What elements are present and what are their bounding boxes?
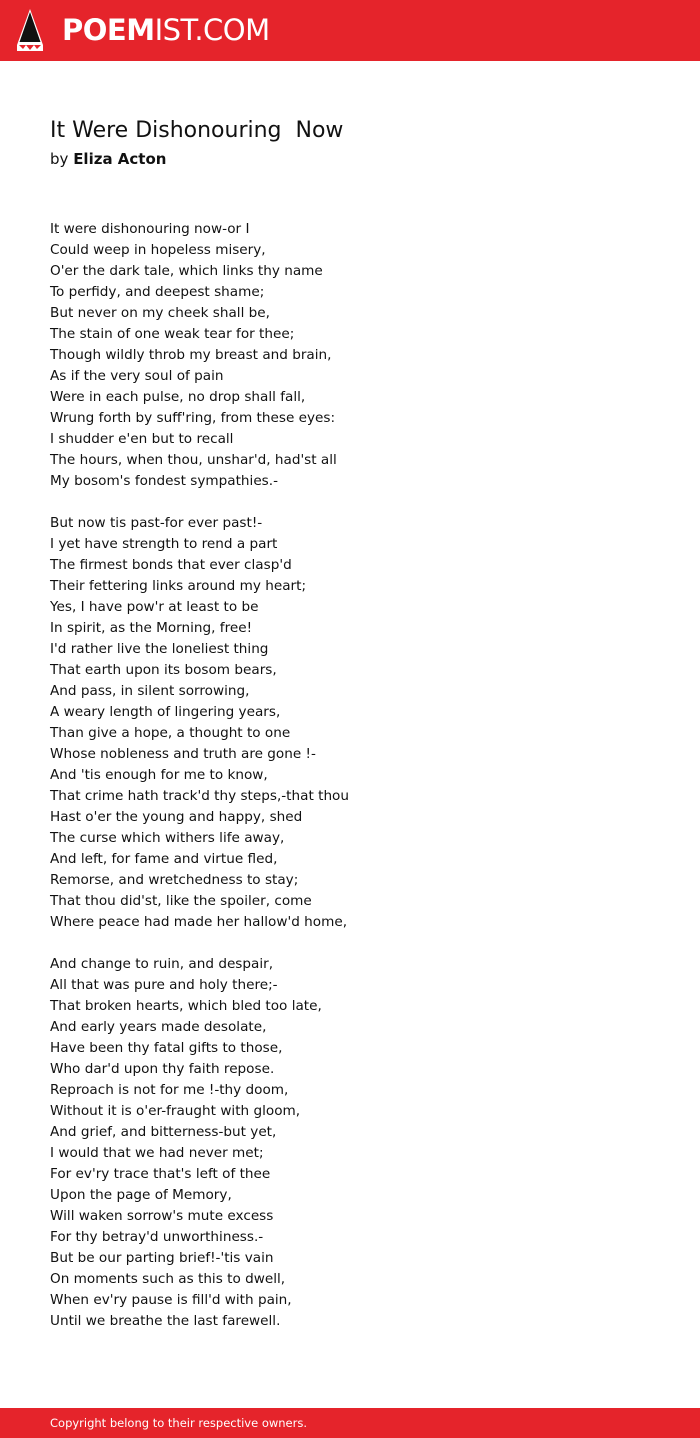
poem-line: And 'tis enough for me to know,	[50, 767, 268, 783]
poem-line: On moments such as this to dwell,	[50, 1271, 286, 1287]
poem-line: O'er the dark tale, which links thy name	[50, 263, 323, 279]
poem-line: That broken hearts, which bled too late,	[50, 998, 322, 1014]
poem-line: Though wildly throb my breast and brain,	[50, 347, 332, 363]
poem-line: I yet have strength to rend a part	[50, 536, 278, 552]
poem-line: And grief, and bitterness-but yet,	[50, 1124, 277, 1140]
poem-line: It were dishonouring now-or I	[50, 221, 250, 237]
poem-line: Than give a hope, a thought to one	[50, 725, 291, 741]
poem-line: Will waken sorrow's mute excess	[50, 1208, 274, 1224]
poem-line: But be our parting brief!-'tis vain	[50, 1250, 274, 1266]
poem-line: Upon the page of Memory,	[50, 1187, 232, 1203]
poem-line: The curse which withers life away,	[50, 830, 285, 846]
poem-line: And early years made desolate,	[50, 1019, 267, 1035]
poem-line: The stain of one weak tear for thee;	[50, 326, 295, 342]
poem-line: Where peace had made her hallow'd home,	[50, 914, 348, 930]
byline	[50, 148, 166, 170]
stanza	[50, 513, 670, 933]
poem-line: A weary length of lingering years,	[50, 704, 281, 720]
poem-line: That crime hath track'd thy steps,-that thou	[50, 788, 349, 804]
poem-line: For ev'ry trace that's left of thee	[50, 1166, 271, 1182]
poem-line: But now tis past-for ever past!-	[50, 515, 263, 531]
byline-prefix: by	[50, 150, 69, 168]
pencil-logo-icon[interactable]	[17, 9, 43, 51]
poem-line: The hours, when thou, unshar'd, had'st all	[50, 452, 337, 468]
poem-line: All that was pure and holy there;-	[50, 977, 278, 993]
poem-line: Hast o'er the young and happy, shed	[50, 809, 303, 825]
poem-line: For thy betray'd unworthiness.-	[50, 1229, 264, 1245]
poem-line: Yes, I have pow'r at least to be	[50, 599, 259, 615]
poem-line: Remorse, and wretchedness to stay;	[50, 872, 299, 888]
poem-line: And pass, in silent sorrowing,	[50, 683, 250, 699]
poem-line: Their fettering links around my heart;	[50, 578, 307, 594]
poem-line: My bosom's fondest sympathies.-	[50, 473, 278, 489]
poem-title: It Were Dishonouring Now	[50, 118, 344, 143]
poem-body	[50, 219, 670, 1353]
copyright-text: Copyright belong to their respective owners.	[50, 1416, 308, 1430]
poem-line: I shudder e'en but to recall	[50, 431, 234, 447]
poem-line: And change to ruin, and despair,	[50, 956, 274, 972]
poem-line: Until we breathe the last farewell.	[50, 1313, 281, 1329]
poem-line: Have been thy fatal gifts to those,	[50, 1040, 283, 1056]
poem-line: Could weep in hopeless misery,	[50, 242, 266, 258]
poem-line: But never on my cheek shall be,	[50, 305, 270, 321]
poem-line: When ev'ry pause is fill'd with pain,	[50, 1292, 292, 1308]
poem-line: I'd rather live the loneliest thing	[50, 641, 269, 657]
stanza	[50, 219, 670, 492]
poem-line: That earth upon its bosom bears,	[50, 662, 277, 678]
author-name: Eliza Acton	[73, 150, 167, 168]
stanza	[50, 954, 670, 1332]
logo-bold-text: POEM	[62, 13, 155, 47]
poem-line: Were in each pulse, no drop shall fall,	[50, 389, 306, 405]
poem-line: As if the very soul of pain	[50, 368, 224, 384]
poem-line: I would that we had never met;	[50, 1145, 264, 1161]
poem-line: The firmest bonds that ever clasp'd	[50, 557, 292, 573]
site-footer	[0, 1408, 700, 1438]
poem-line: And left, for fame and virtue fled,	[50, 851, 278, 867]
poem-line: Wrung forth by suff'ring, from these eyes:	[50, 410, 336, 426]
site-logo[interactable]	[62, 13, 270, 47]
poem-line: In spirit, as the Morning, free!	[50, 620, 253, 636]
site-header	[0, 0, 700, 61]
poem-line: To perfidy, and deepest shame;	[50, 284, 265, 300]
poem-line: Whose nobleness and truth are gone !-	[50, 746, 316, 762]
logo-rest-text: IST.COM	[154, 13, 270, 47]
poem-line: That thou did'st, like the spoiler, come	[50, 893, 312, 909]
poem-line: Reproach is not for me !-thy doom,	[50, 1082, 289, 1098]
poem-line: Who dar'd upon thy faith repose.	[50, 1061, 275, 1077]
poem-line: Without it is o'er-fraught with gloom,	[50, 1103, 301, 1119]
